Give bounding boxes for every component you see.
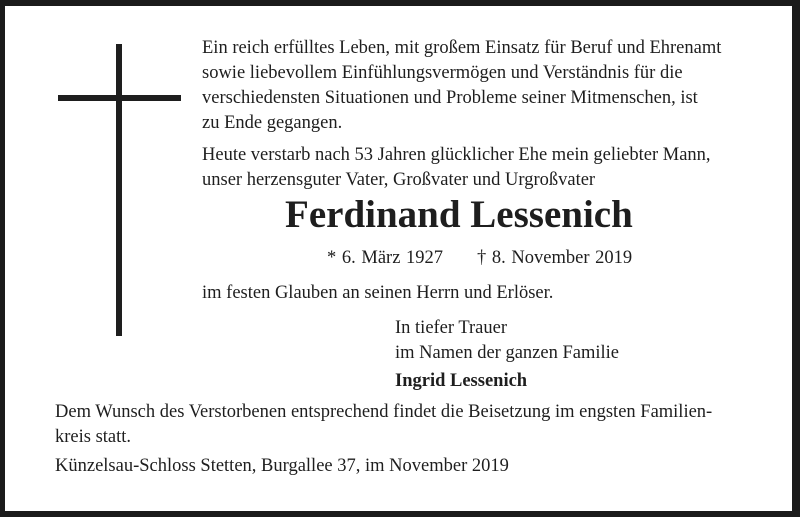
- wish-line: Dem Wunsch des Verstorbenen entsprechend findet die Beisetzung im engsten Familien-: [55, 402, 713, 422]
- obituary-notice: [5, 6, 792, 511]
- announcement-paragraph: [202, 143, 711, 193]
- place-date-line: Künzelsau-Schloss Stetten, Burgallee 37, im November 2019: [55, 456, 509, 476]
- cross-vertical-bar: [116, 44, 122, 336]
- signature-line-2: im Namen der ganzen Familie: [395, 343, 619, 363]
- life-dates: [327, 246, 632, 271]
- signature-block: [395, 316, 619, 394]
- birth-date: * 6. März 1927: [327, 248, 444, 268]
- intro-line: sowie liebevollem Einfühlungsvermögen und Verständnis für die: [202, 63, 683, 83]
- announcement-line: Heute verstarb nach 53 Jahren glücklicher Ehe mein geliebter Mann,: [202, 145, 711, 165]
- faith-line: im festen Glauben an seinen Herrn und Erlöser.: [202, 283, 554, 303]
- signature-name: Ingrid Lessenich: [395, 371, 528, 391]
- announcement-line: unser herzensguter Vater, Großvater und Urgroßvater: [202, 170, 596, 190]
- wish-line: kreis statt.: [55, 427, 132, 447]
- death-date: † 8. November 2019: [477, 248, 633, 268]
- signature-line-1: In tiefer Trauer: [395, 318, 507, 338]
- funeral-wish-paragraph: [55, 400, 712, 450]
- cross-horizontal-bar: [58, 95, 181, 101]
- intro-paragraph: [202, 36, 721, 136]
- intro-line: Ein reich erfülltes Leben, mit großem Einsatz für Beruf und Ehrenamt: [202, 38, 722, 58]
- intro-line: verschiedensten Situationen und Probleme seiner Mitmenschen, ist: [202, 88, 698, 108]
- intro-line: zu Ende gegangen.: [202, 113, 343, 133]
- deceased-name: Ferdinand Lessenich: [285, 193, 633, 236]
